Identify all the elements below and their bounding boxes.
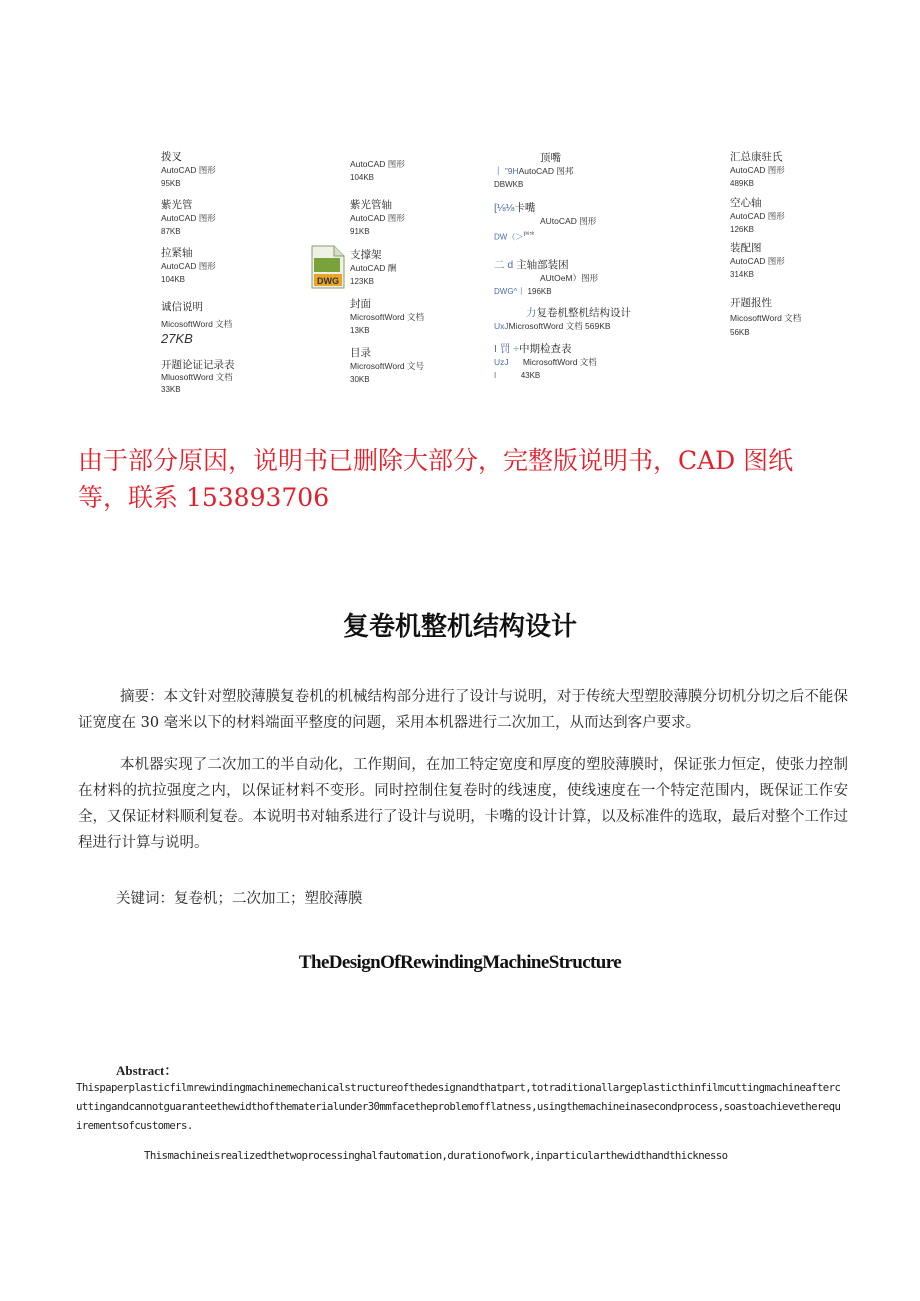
file-type: MicosoftWord 文档 xyxy=(730,313,802,323)
keywords-cn: 关键词：复卷机；二次加工；塑胶薄膜 xyxy=(116,891,363,907)
file-name: 开题报性 xyxy=(730,297,772,309)
file-size: 30KB xyxy=(350,375,370,384)
file-name: 中期检查表 xyxy=(519,343,572,355)
file-size: 123KB xyxy=(350,277,375,286)
file-name: 装配图 xyxy=(730,242,762,254)
dwg-file-icon[interactable] xyxy=(310,244,346,290)
page-title-en: TheDesignOfRewindingMachineStructure xyxy=(298,952,622,973)
contact-notice: 由于部分原因，说明书已删除大部分，完整版说明书，CAD 图纸等，联系 153893706 xyxy=(78,446,794,512)
file-item-lajinzhou[interactable] xyxy=(161,246,216,287)
file-name: 汇总康驻氏 xyxy=(730,151,783,163)
abstract-en-p1: Thispaperplasticfilmrewindingmachinemechanicalstructureofthedesignandthatpart,totraditionallargeplasticthinfilmcuttingmachineaftercuttingandcannotguaranteethewidthofthematerialunder30mmfacetheproblemofflatness,usingthemachineinasecondprocess,soastoachievetherequirementsofcustomers. xyxy=(76,1081,841,1132)
file-item-huizong[interactable] xyxy=(730,150,785,191)
file-type: MluosoftWord 文档 xyxy=(161,372,233,382)
file-type: AutoCAD 图形 xyxy=(730,211,785,221)
file-size: 314KB xyxy=(730,270,755,279)
file-size: 126KB xyxy=(730,225,755,234)
file-type: MicrosoftWord 文档 xyxy=(350,312,424,322)
file-name: 拨叉 xyxy=(161,151,182,163)
file-size: 95KB xyxy=(161,179,181,188)
abstract-en-label: Abstract： xyxy=(116,1063,178,1078)
file-type: AutoCAD 图形 xyxy=(161,165,216,175)
file-size: 196KB xyxy=(527,287,552,296)
file-name: 顶嘴 xyxy=(540,152,561,164)
file-tag: DWG^丨 xyxy=(494,287,526,296)
file-tag-extra: I³⁸⁵ᵇ xyxy=(523,232,535,238)
file-type: MicrosoftWord 文档 xyxy=(522,357,597,367)
file-name: 紫光管 xyxy=(161,199,193,211)
file-item-kongxinzhou[interactable] xyxy=(730,196,785,237)
file-item-kaiti-report[interactable] xyxy=(730,296,801,340)
page-title-cn: 复卷机整机结构设计 xyxy=(342,612,577,642)
file-item-zhuzhou[interactable] xyxy=(494,258,598,299)
file-item-zhuangpeitu[interactable] xyxy=(730,241,785,282)
file-size: 489KB xyxy=(730,179,755,188)
file-item-ziguangguanzhou[interactable] xyxy=(350,198,405,239)
file-size: 104KB xyxy=(161,275,186,284)
file-tag: UzJ xyxy=(494,357,509,367)
file-tag: DW（＞ xyxy=(494,232,524,242)
abstract-cn-p1: 摘要：本文针对塑胶薄膜复卷机的机械结构部分进行了设计与说明，对于传统大型塑胶薄膜分切机分切之后不能保证宽度在 30 毫米以下的材料端面平整度的问题，采用本机器进行二次加工，从而达到客户要求。 xyxy=(78,689,848,731)
file-size: 569KB xyxy=(585,321,611,331)
dwg-icon-graphic xyxy=(310,244,346,290)
file-size-tag: DBWKB xyxy=(494,180,524,189)
file-item-zhichengjia[interactable] xyxy=(350,248,396,289)
file-size: 104KB xyxy=(350,173,375,182)
abstract-en-p2: Thismachineisrealizedthetwoprocessinghalfautomation,durationofwork,inparticularthewidthandthicknesso xyxy=(144,1149,728,1162)
file-prefix: 丨 ”9H xyxy=(494,166,519,176)
file-type: AutoCAD 图形 xyxy=(730,165,785,175)
file-size: 91KB xyxy=(350,227,370,236)
file-size: 27KB xyxy=(161,331,193,346)
file-prefix: I 罚 ÷ xyxy=(494,343,520,355)
file-item-dingzui[interactable] xyxy=(494,151,573,192)
file-type: AutoCAD 图形 xyxy=(161,213,216,223)
file-name: 空心轴 xyxy=(730,197,762,209)
file-name: 复卷机整机结构设计 xyxy=(536,307,631,319)
file-item-kaiti-record[interactable] xyxy=(161,358,235,397)
file-type: MicrosoftWord 文号 xyxy=(350,361,424,371)
file-item-ziguangguan[interactable] xyxy=(161,198,216,239)
file-item-fujuanji[interactable] xyxy=(494,306,631,333)
abstract-cn-p2: 本机器实现了二次加工的半自动化，工作期间，在加工特定宽度和厚度的塑胶薄膜时，保证张力恒定，使张力控制在材料的抗拉强度之内，以保证材料不变形。同时控制住复卷时的线速度，使线速度在一个特定范围内，既保证工作安全，又保证材料顺利复卷。本说明书对轴系进行了设计与说明，卡嘴的设计计算，以及标准件的选取，最后对整个工作过程进行计算与说明。 xyxy=(78,757,848,851)
file-type: AutoCAD 图形 xyxy=(161,261,216,271)
file-tag-extra: I xyxy=(494,371,497,380)
file-type: AutoCAD 图形 xyxy=(350,159,405,169)
file-type: MicrosoftWord 文档 xyxy=(508,321,583,331)
file-type: AutoCAD 图形 xyxy=(350,213,405,223)
file-type: AutoCAD 图形 xyxy=(730,256,785,266)
file-name: 开题论证记录表 xyxy=(161,359,235,371)
file-name: 紫光管轴 xyxy=(350,199,392,211)
file-type: AUtOeM）图形 xyxy=(540,273,599,283)
file-prefix: 二 d xyxy=(494,259,514,271)
dwg-icon-text: DWG xyxy=(317,276,339,286)
file-size: 56KB xyxy=(730,328,750,337)
file-name: 目录 xyxy=(350,347,371,359)
file-name: 封面 xyxy=(350,298,371,310)
file-size: 87KB xyxy=(161,227,181,236)
file-name: 拉紧轴 xyxy=(161,247,193,259)
file-name: 诚信说明 xyxy=(161,301,203,313)
file-item-zhongqi[interactable] xyxy=(494,342,597,383)
file-item-kazui[interactable] xyxy=(494,201,596,245)
file-item-col2-first[interactable] xyxy=(350,158,405,185)
file-type: AutoCAD 酬 xyxy=(350,263,397,273)
file-name: 支撑架 xyxy=(350,249,382,261)
file-item-chengxin[interactable] xyxy=(161,300,232,347)
file-name: 卡嘴 xyxy=(514,202,536,214)
file-name: 主轴部装困 xyxy=(516,259,569,271)
file-item-fengmian[interactable] xyxy=(350,297,424,338)
file-item-mulu[interactable] xyxy=(350,346,424,387)
file-type: MicosoftWord 文档 xyxy=(161,319,233,329)
file-tag: UxJ xyxy=(494,321,509,331)
file-type: AUtoCAD 图形 xyxy=(540,216,597,226)
file-prefix: 力 xyxy=(526,307,537,319)
file-size: 13KB xyxy=(350,326,370,335)
file-item-bocha[interactable] xyxy=(161,150,216,191)
file-type: AutoCAD 图邦 xyxy=(518,166,574,176)
file-size: 43KB xyxy=(520,371,541,380)
file-prefix: [⅛⅛ xyxy=(494,202,515,214)
file-size: 33KB xyxy=(161,385,181,394)
